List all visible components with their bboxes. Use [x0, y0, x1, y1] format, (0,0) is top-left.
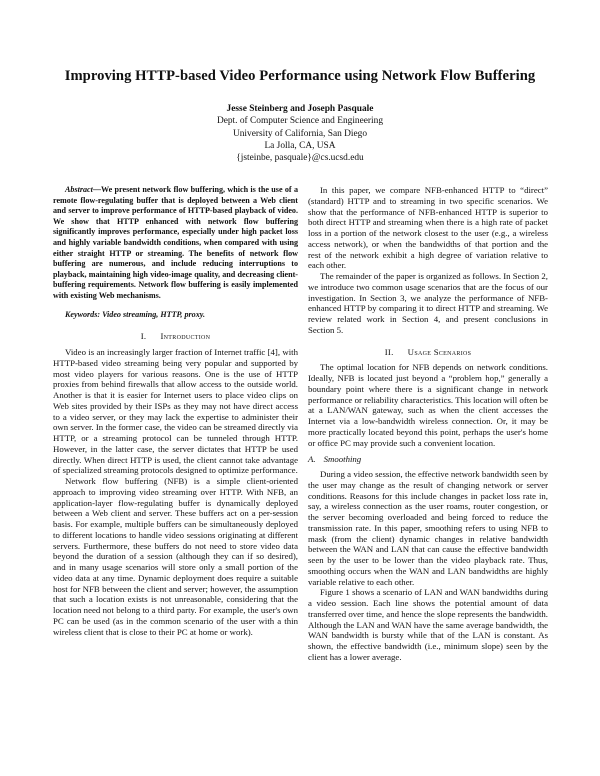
paragraph: In this paper, we compare NFB-enhanced HTTP to “direct” (standard) HTTP and to streaming in two specific scenarios. We show that the performance of NFB-enhanced HTTP is superior to both direct HTTP and streaming when there is a high rate of packet loss in a portion of the network closest to the user (e.g., a wireless access network), or when the bandwidths of that portion and the rest of the network exhibit a high degree of variation relative to each other.	[308, 185, 548, 271]
subsection-title: Smoothing	[323, 454, 362, 465]
subsection-heading-smoothing	[308, 454, 548, 465]
paragraph: The optimal location for NFB depends on network conditions. Ideally, NFB is located just beyond a “problem hop,” generally a boundary point where there is a significant change in network performance or reliability characteristics. This location will often be at a LAN/WAN gateway, such as when the client accesses the Internet via a low-bandwidth wireless connection. Or, it may be more practically located beyond this point, perhaps the user's home or office PC may provide such a convenient location.	[308, 362, 548, 448]
right-column	[308, 185, 548, 663]
section-heading-usage-scenarios	[308, 347, 548, 358]
paragraph: Network flow buffering (NFB) is a simple client-oriented approach to improving video streaming over HTTP. With NFB, an application-layer flow-regulating buffer is dynamically deployed between a Web client and server. These buffers act on a per-session basis. For example, multiple buffers can be simultaneously deployed to different locations to handle video sessions originating at different servers. Furthermore, these buffers do not need to store video data beyond the duration of a session (although they can if so desired), and in many usage scenarios will store only a small portion of the video data at any time. Dynamic deployment does require a suitable host for NFB between the client and server; however, the assumption that such a location exists is not unreasonable, considering that the location need not belong to a third party. For example, the user's own PC can be used (as in the common scenario of the user with a thin wireless client that is close to their PC at home or work).	[53, 476, 298, 637]
paragraph: During a video session, the effective network bandwidth seen by the user may change as the result of changing network or server conditions. Reasons for this include changes in packet loss rate in, say, a wireless connection as the user roams, router congestion, or the server becoming overloaded and being forced to reduce the transmission rate. In this paper, smoothing refers to using NFB to mask (from the client) dynamic changes in relative bandwidth between the WAN and LAN that can cause the effective bandwidth seen by the user to be lower than the video playback rate. Thus, smoothing occurs when the WAN and LAN bandwidths are highly variable relative to each other.	[308, 469, 548, 587]
abstract-label: Abstract	[65, 185, 93, 194]
author-affiliation-univ: University of California, San Diego	[232, 128, 368, 139]
paragraph: Video is an increasingly larger fraction of Internet traffic [4], with HTTP-based video streaming being very popular and supported by most video players for various reasons. One is the use of HTTP proxies from behind firewalls that allow access to the outside world. Another is that it is easier for Internet users to place video clips on Web sites provided by their ISPs as they may not have direct access to a video server, or they may lack the expertise to administer their own server. In the former case, the video can be streamed directly via HTTP, or a streaming protocol can be tunneled through HTTP. However, in the latter case, the server dictates that HTTP be used directly. When direct HTTP is used, the client cannot take advantage of specialized streaming protocols designed to optimize performance.	[53, 347, 298, 476]
paragraph: Figure 1 shows a scenario of LAN and WAN bandwidths during a video session. Each line shows the potential amount of data transferred over time, and hence the slope represents the bandwidth. Although the LAN and WAN have the same average bandwidth, the WAN bandwidth is bursty while that of the LAN is constant. As shown, the effective bandwidth (i.e., minimum slope) seen by the client has a lower average.	[308, 587, 548, 662]
section-title: Usage Scenarios	[407, 346, 472, 357]
keywords: Keywords: Video streaming, HTTP, proxy.	[65, 309, 206, 319]
author-names: Jesse Steinberg and Joseph Pasquale	[226, 104, 374, 114]
abstract	[53, 185, 298, 302]
section-title: Introduction	[160, 331, 211, 342]
section-number: I.	[140, 331, 147, 342]
paper-title: Improving HTTP-based Video Performance using Network Flow Buffering	[64, 68, 536, 84]
author-email: {jsteinbe, pasquale}@cs.ucsd.edu	[236, 153, 364, 164]
paragraph: The remainder of the paper is organized as follows. In Section 2, we introduce two common usage scenarios that are the focus of our investigation. In Section 3, we analyze the performance of NFB-enhanced HTTP by comparing it to direct HTTP and streaming. We review related work in Section 4, and present conclusions in Section 5.	[308, 271, 548, 335]
section-heading-introduction	[53, 331, 298, 342]
author-location: La Jolla, CA, USA	[264, 140, 336, 151]
abstract-text: —We present network flow buffering, which is the use of a remote flow-regulating buffer that is deployed between a Web client and server to improve performance of HTTP-based playback of video. We show that HTTP enhanced with network flow buffering significantly improves performance, especially under high packet loss and highly variable bandwidth conditions, when compared with using either straight HTTP or streaming. The benefits of network flow buffering are numerous, and include reducing interruptions to playback, maintaining high video-image quality, and decreasing client-buffering requirements. Network flow buffering is easily implemented with existing Web mechanisms.	[53, 185, 298, 300]
section-number: II.	[384, 346, 394, 357]
author-block	[0, 103, 600, 164]
subsection-number: A.	[308, 454, 316, 465]
author-affiliation-dept: Dept. of Computer Science and Engineering	[216, 116, 384, 127]
left-column	[53, 185, 298, 637]
